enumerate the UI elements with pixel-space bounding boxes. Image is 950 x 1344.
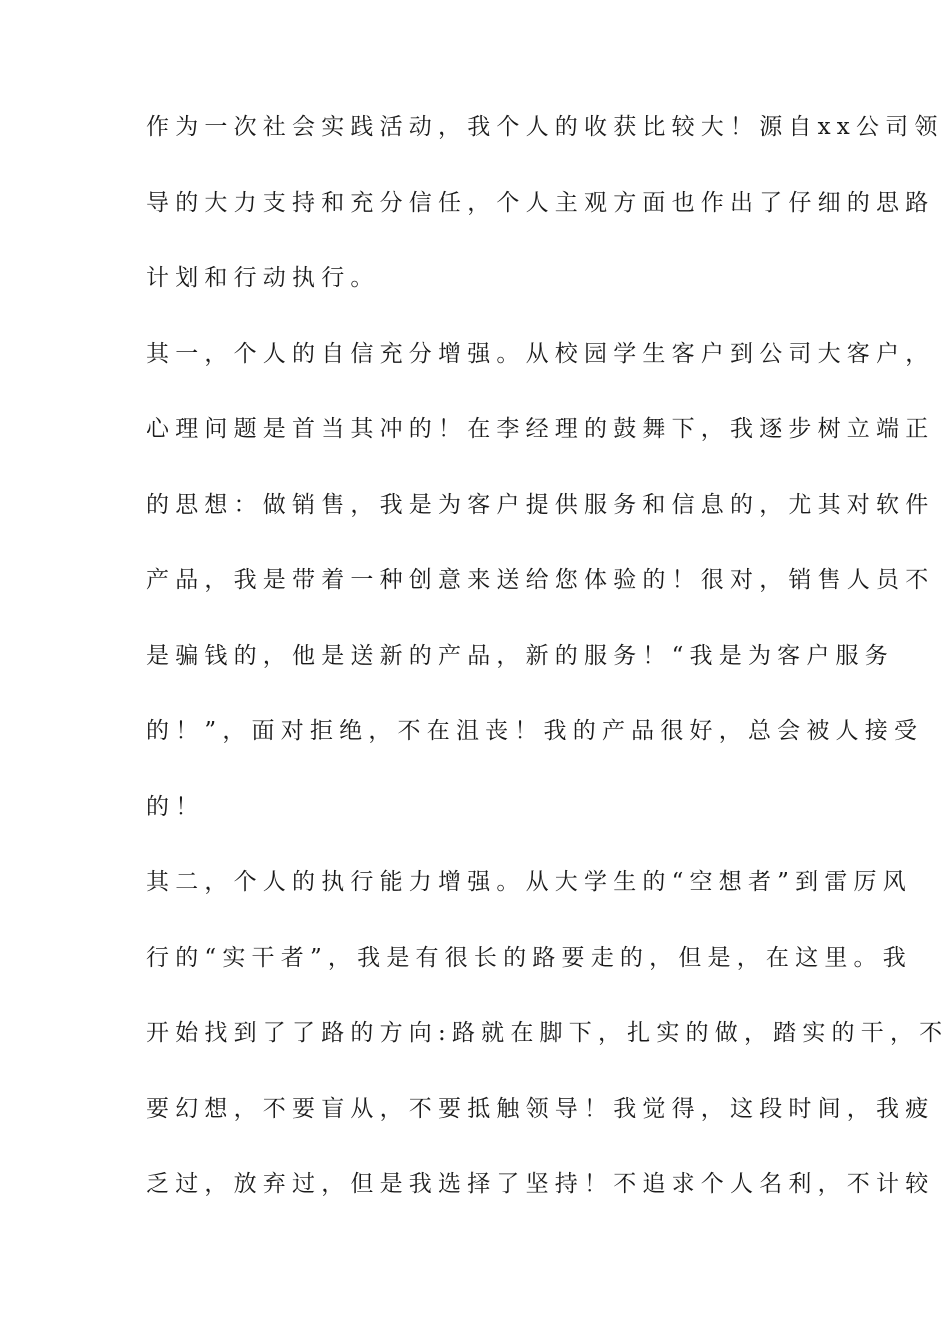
text-line: 产品，我是带着一种创意来送给您体验的！很对，销售人员不 bbox=[146, 567, 935, 593]
text-line: 计划和行动执行。 bbox=[146, 265, 380, 291]
text-line: 作为一次社会实践活动，我个人的收获比较大！源自xx公司领 bbox=[146, 114, 944, 140]
text-line: 开始找到了了路的方向:路就在脚下，扎实的做，踏实的干，不 bbox=[146, 1020, 949, 1046]
text-line: 是骗钱的，他是送新的产品，新的服务！“我是为客户服务 bbox=[146, 642, 894, 669]
body-text bbox=[146, 102, 949, 1235]
text-line: 要幻想，不要盲从，不要抵触领导！我觉得，这段时间，我疲 bbox=[146, 1095, 935, 1122]
text-line: 行的“实干者”，我是有很长的路要走的，但是，在这里。我 bbox=[146, 944, 912, 971]
text-line: 的思想：做销售，我是为客户提供服务和信息的，尤其对软件 bbox=[146, 491, 935, 518]
text-line: 乏过，放弃过，但是我选择了坚持！不追求个人名利，不计较 bbox=[146, 1171, 935, 1197]
text-line: 其一，个人的自信充分增强。从校园学生客户到公司大客户， bbox=[146, 340, 935, 367]
text-line: 的！”，面对拒绝，不在沮丧！我的产品很好，总会被人接受 bbox=[146, 718, 924, 744]
text-line: 其二，个人的执行能力增强。从大学生的“空想者”到雷厉风 bbox=[146, 869, 912, 895]
text-line: 心理问题是首当其冲的！在李经理的鼓舞下，我逐步树立端正 bbox=[146, 416, 935, 442]
text-line: 的！ bbox=[146, 793, 205, 820]
text-line: 导的大力支持和充分信任，个人主观方面也作出了仔细的思路 bbox=[146, 189, 935, 216]
